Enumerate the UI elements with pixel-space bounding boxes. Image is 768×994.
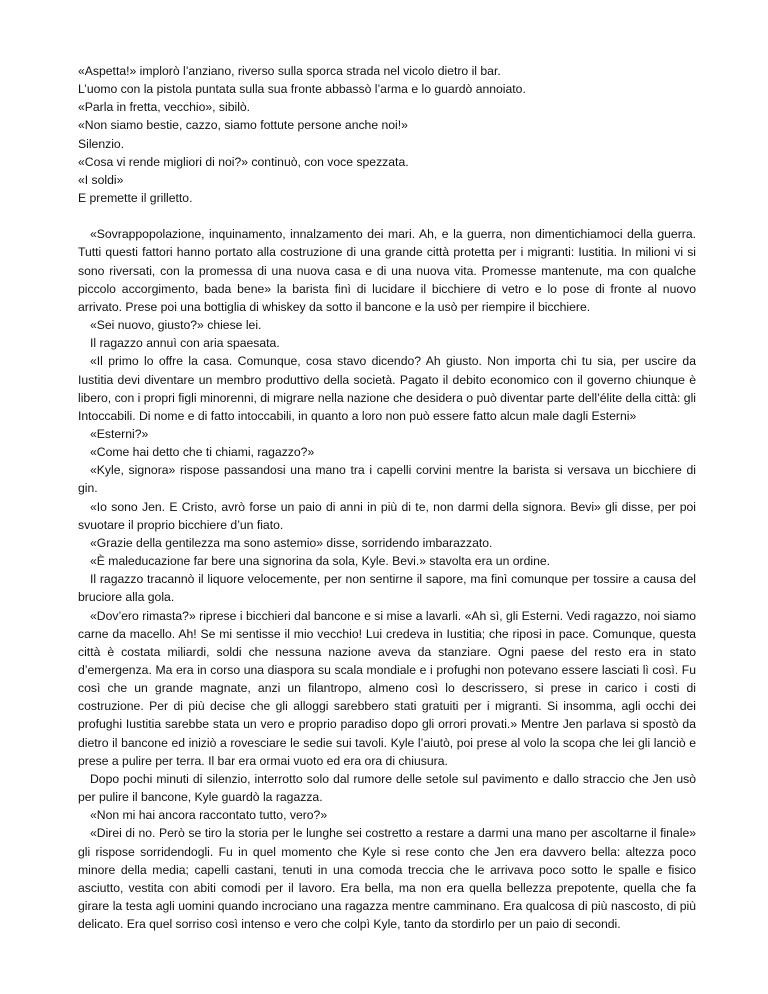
body-paragraph: «Sovrappopolazione, inquinamento, innalzamento dei mari. Ah, e la guerra, non dimentichiamoci della guerra. Tutti questi fattori hanno portato alla costruzione di una grande città protetta per i migranti: Iustitia. In milioni vi si sono riversati, con la promessa di una nuova casa e di una nuova vita. Promesse mantenute, ma con qualche piccolo accorgimento, bada bene» la barista finì di lucidare il bicchiere di vetro e lo pose di fronte al nuovo arrivato. Prese poi una bottiglia di whiskey da sotto il bancone e la usò per riempire il bicchiere. — [78, 227, 696, 314]
body-paragraph: «Grazie della gentilezza ma sono astemio» disse, sorridendo imbarazzato. — [90, 535, 493, 550]
intro-section — [78, 62, 696, 207]
body-paragraph: «Io sono Jen. E Cristo, avrò forse un paio di anni in più di te, non darmi della signora. Bevi» gli disse, per poi svuotare il proprio bicchiere d’un fiato. — [78, 499, 696, 532]
body-paragraph: «Esterni?» — [90, 426, 149, 441]
body-section — [78, 225, 696, 933]
intro-line: «Cosa vi rende migliori di noi?» continuò, con voce spezzata. — [78, 154, 409, 169]
body-paragraph: «Dov’ero rimasta?» riprese i bicchieri dal bancone e si mise a lavarli. «Ah sì, gli Esterni. Vedi ragazzo, noi siamo carne da macello. Ah! Se mi sentisse il mio vecchio! Lui credeva in Iustitia; che riposi in pace. Comunque, questa città è costata miliardi, soldi che nessuna nazione aveva da stanziare. Ogni paese del resto era in stato d’emergenza. Ma era in corso una diaspora su scala mondiale e i profughi non potevano essere lasciati lì così. Fu così che un grande magnate, anzi un filantropo, almeno così lo descrissero, si prese in carico i costi di costruzione. Per di più decise che gli alloggi sarebbero stati gratuiti per i migranti. Si insomma, agli occhi dei profughi Iustitia sarebbe stata un vero e proprio paradiso dopo gli orrori provati.» Mentre Jen parlava si spostò da dietro il bancone ed iniziò a rovesciare le sedie sui tavoli. Kyle l’aiutò, poi prese al volo la scopa che lei gli lanciò e prese a pulire per terra. Il bar era ormai vuoto ed era ora di chiusura. — [78, 608, 696, 768]
intro-line: L’uomo con la pistola puntata sulla sua fronte abbassò l’arma e lo guardò annoiato. — [78, 82, 526, 97]
body-paragraph: «Non mi hai ancora raccontato tutto, vero?» — [90, 808, 328, 823]
intro-line: E premette il grilletto. — [78, 191, 193, 206]
body-paragraph: «È maleducazione far bere una signorina da sola, Kyle. Bevi.» stavolta era un ordine. — [90, 554, 551, 569]
body-paragraph: «Direi di no. Però se tiro la storia per le lunghe sei costretto a restare a darmi una mano per ascoltarne il finale» gli rispose sorridendogli. Fu in quel momento che Kyle si rese conto che Jen era davvero bella: altezza poco minore della media; capelli castani, tenuti in una comoda treccia che le arrivava poco sotto le spalle e fisico asciutto, vestita con abiti comodi per il lavoro. Era bella, ma non era quella bellezza prepotente, quella che fa girare la testa agli uomini quando incrociano una ragazza mentre camminano. Era qualcosa di più nascosto, di più delicato. Era quel sorriso così intenso e vero che colpì Kyle, tanto da stordirlo per un paio di secondi. — [78, 826, 696, 932]
body-paragraph: Il ragazzo annuì con aria spaesata. — [90, 336, 280, 351]
section-gap — [78, 207, 696, 225]
document-page — [78, 62, 696, 933]
body-paragraph: «Come hai detto che ti chiami, ragazzo?» — [90, 445, 315, 460]
intro-line: Silenzio. — [78, 136, 125, 151]
body-paragraph: «Sei nuovo, giusto?» chiese lei. — [90, 318, 262, 333]
intro-line: «I soldi» — [78, 172, 124, 187]
intro-line: «Non siamo bestie, cazzo, siamo fottute persone anche noi!» — [78, 118, 408, 133]
body-paragraph: «Kyle, signora» rispose passandosi una mano tra i capelli corvini mentre la barista si versava un bicchiere di gin. — [78, 463, 696, 496]
intro-line: «Aspetta!» implorò l’anziano, riverso sulla sporca strada nel vicolo dietro il bar. — [78, 64, 501, 78]
intro-line: «Parla in fretta, vecchio», sibilò. — [78, 100, 251, 115]
body-paragraph: «Il primo lo offre la casa. Comunque, cosa stavo dicendo? Ah giusto. Non importa chi tu sia, per uscire da Iustitia devi diventare un membro produttivo della società. Pagato il debito economico con il governo chiunque è libero, con i propri figli minorenni, di migrare nella nazione che desidera o può diventar parte dell’élite della città: gli Intoccabili. Di nome e di fatto intoccabili, in quanto a loro non può essere fatto alcun male dagli Esterni» — [78, 354, 696, 423]
body-paragraph: Dopo pochi minuti di silenzio, interrotto solo dal rumore delle setole sul pavimento e dallo straccio che Jen usò per pulire il bancone, Kyle guardò la ragazza. — [78, 771, 696, 805]
body-paragraph: Il ragazzo tracannò il liquore velocemente, per non sentirne il sapore, ma finì comunque per tossire a causa del bruciore alla gola. — [78, 572, 696, 605]
